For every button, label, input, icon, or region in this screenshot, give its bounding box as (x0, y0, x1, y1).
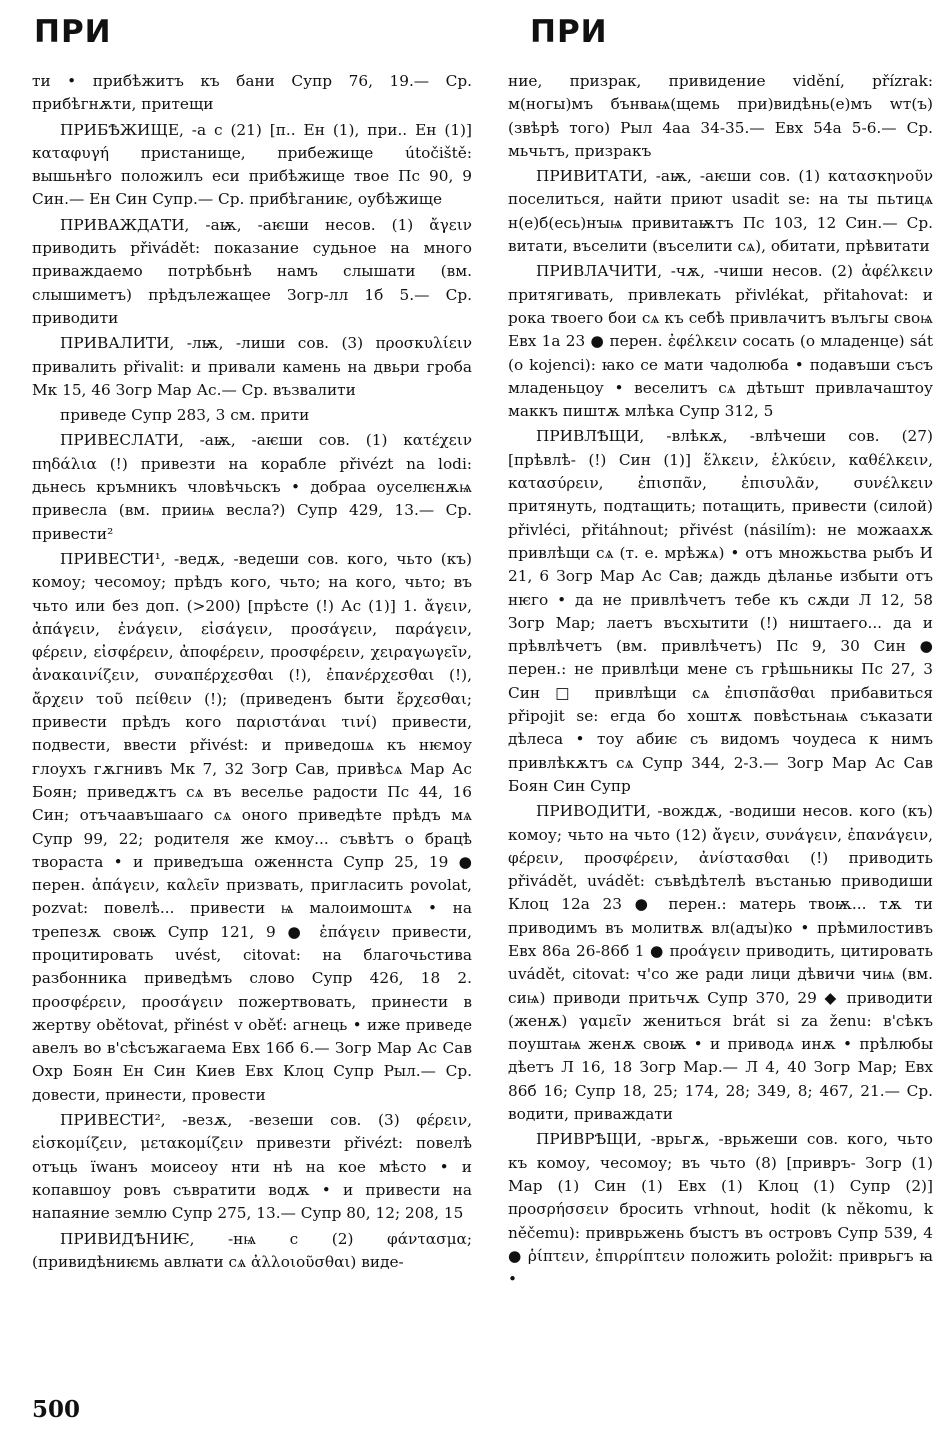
page-header-left: ПРИ (34, 14, 112, 50)
dictionary-entry: ПРИВИТАТИ, -аѭ, -аѥши сов. (1) κατασκηνοῦν поселиться, найти приют usadit se: на ты пьтицѧ н(е)б(есь)нꙑѩ привитаѭтъ Пс 103, 12 Син.— Ср. витати, въселити (въселити сѧ), обитати, прѣвитати (508, 167, 933, 256)
page-header-right: ПРИ (530, 14, 608, 50)
dictionary-entry: ПРИВРѢЩИ, -врьгѫ, -врьжеши сов. кого, чьто къ комоу, чесомоу; въ чьто (8) [привръ- Зогр (1) Мар (1) Син (1) Евх (1) Клоц (1) Супр (2)] προσρήσσειν бросить vrhnout, hodit (k někomu, k něčemu): приврьжень бꙑстъ въ островъ Супр 539, 4 ● ῥίπτειν, ἐπιρρίπτειν положить položit: приврьгъ ꙗ • (508, 1130, 933, 1289)
page-number: 500 (32, 1396, 81, 1423)
left-column (32, 70, 472, 1274)
dictionary-entry: ПРИВЕСЛАТИ, -аѭ, -аѥши сов. (1) κατέχειν πηδάλια (!) привезти на корабле přivézt na lodi: дьнесь кръмникъ чловѣчьскъ • добраа оуселѥнѫѩ привесла (вм. прииѩ весла?) Супр 429, 13.— Ср. привести² (32, 431, 472, 543)
dictionary-entry: ПРИВЛѢЩИ, -влѣкѫ, -влѣчеши сов. (27) [прѣвлѣ- (!) Син (1)] ἕλκειν, ἑλκύειν, καθέλκειν, κατασύρειν, ἐπισπᾶν, ἐπισυλᾶν, συνέλκειν притянуть, подтащить; потащить, привести (силой) přivléci, přitáhnout; přivést (násilím): не можаахѫ привлѣщи сѧ (т. е. мрѣжѧ) • отъ множьства рыбъ И 21, 6 Зогр Мар Ас Сав; даждь дѣланье избыти отъ нѥго • да не привлѣчетъ тебе къ сѫди Л 12, 58 Зогр Мар; лаетъ въсхытити (!) ништаего... да и прѣвлѣчетъ (вм. привлѣчетъ) Пс 9, 30 Син ● перен.: не привлѣци мене съ грѣшьникы Пс 27, 3 Син □ привлѣщи сѧ ἐπισπᾶσθαι прибавиться připojit se: егда бо хоштѫ повѣстьнаѩ съказати дѣлеса • тоу абиѥ съ видомъ чоудеса к нимъ привлѣкѫтъ сѧ Супр 344, 2-3.— Зогр Мар Ас Сав Боян Син Супр (508, 427, 933, 795)
dictionary-entry: ПРИВОДИТИ, -вождѫ, -водиши несов. кого (къ) комоу; чьто на чьто (12) ἄγειν, συνάγειν, ἐπανάγειν, φέρειν, προσφέρειν, ἀνίστασθαι (!) приводить přivádět, uvádět: съвѣдѣтелѣ въстанью приводиши Клоц 12а 23 ● перен.: матерь твоѭ... тѫ ти приводимъ въ молитвѫ вл(адꙑ)ко • прѣмилостивъ Евх 86а 26-86б 1 ● προάγειν приводить, цитировать uvádět, citovat: ч'со же ради лици дѣвичи чиѩ (вм. сиѩ) приводи притьчѫ Супр 370, 29 ◆ приводити (женѫ) γαμεῖν жениться brát si za ženu: в'сѣкъ поуштаѩ женѫ своѭ • и приводѧ инѫ • прѣлюбы дѣетъ Л 16, 18 Зогр Мар.— Л 4, 40 Зогр Мар; Евх 86б 16; Супр 18, 25; 174, 28; 349, 8; 467, 21.— Ср. водити, приваждати (508, 802, 933, 1124)
dictionary-entry: ПРИВАЛИТИ, -лѭ, -лиши сов. (3) προσκυλίειν привалить přivalit: и привали камень на двьри гроба Мк 15, 46 Зогр Мар Ас.— Ср. възвалити (32, 334, 472, 399)
dictionary-entry: ние, призрак, привидение vidění, přízrak: м(ногы)мъ бънваѩ(щемь при)видѣнь(е)мъ wт(ъ) (звѣрѣ того) Рыл 4аа 34-35.— Евх 54а 5-6.— Ср. мьчьтъ, призракъ (508, 72, 933, 160)
dictionary-entry: ПРИБѢЖИЩЕ, -а с (21) [п.. Ен (1), при.. Ен (1)] καταφυγή пристанище, прибежище útočiště: вышьнѣго положилъ еси прибѣжище твое Пс 90, 9 Син.— Ен Син Супр.— Ср. прибѣганиѥ, оубѣжище (32, 120, 472, 209)
dictionary-entry: ПРИВИДѢНИѤ, -нѩ с (2) φάντασμα; (привидѣниѥмь авлꙗти сѧ ἀλλοιοῦσθαι) виде- (32, 1229, 472, 1271)
dictionary-entry: приведе Супр 283, 3 см. прити (60, 406, 310, 425)
dictionary-entry: ПРИВЛАЧИТИ, -чѫ, -чиши несов. (2) ἀφέλκειν притягивать, привлекать přivlékat, přitahovat: и рока твоего бои сѧ къ себѣ привлачитъ вълъгы своѩ Евх 1а 23 ● перен. ἐφέλκειν сосать (о младенце) sát (o kojenci): ꙗко се мати чадолюба • подавъши съсъ младеньцоу • веселитъ сѧ дѣтьшт привлачаштоу маккъ пиштѫ млѣка Супр 312, 5 (508, 262, 933, 421)
dictionary-entry: ти • прибѣжитъ къ бани Супр 76, 19.— Ср. прибѣгнѫти, притещи (32, 72, 472, 114)
right-column (508, 70, 933, 1291)
dictionary-entry: ПРИВЕСТИ², -везѫ, -везеши сов. (3) φέρειν, εἰσκομίζειν, μετακομίζειν привезти přivézt: повелѣ отъць їwанъ моисеоу нти нѣ на кое мѣсто • и копавшоу ровъ съвратити водѫ • и привести на напаяние землю Супр 275, 13.— Супр 80, 12; 208, 15 (32, 1111, 472, 1223)
dictionary-entry: ПРИВЕСТИ¹, -ведѫ, -ведеши сов. кого, чьто (къ) комоу; чесомоу; прѣдъ кого, чьто; на кого, чьто; въ чьто или без доп. (>200) [прѣсте (!) Ас (1)] 1. ἄγειν, ἀπάγειν, ἐνάγειν, εἰσάγειν, προσάγειν, παράγειν, φέρειν, εἰσφέρειν, ἀποφέρειν, προσφέρειν, χειραγωγεῖν, ἀνακαινίζειν, συναπέρχεσθαι (!), ἐπανέρχεσθαι (!), ἄρχειν τοῦ πείθειν (!); (приведенъ быти ἔρχεσθαι; привести прѣдъ кого παριστάναι τινί) привести, подвести, ввести přivést: и приведошѧ къ нѥмоу глоухъ гѫгнивъ Мк 7, 32 Зогр Сав, привѣсѧ Мар Ас Боян; приведѫтъ сѧ въ веселье радости Пс 44, 16 Син; отъчаавъшааго сѧ оного приведѣте прѣдъ мѧ Супр 99, 22; родителя же кмоу... съвѣтъ о брацѣ твораста • и приведъша оженнста Супр 25, 19 ● перен. ἀπάγειν, καλεῖν призвать, пригласить povolat, pozvat: повелѣ... привести ѩ малоимоштѧ • на трепезѫ своѭ Супр 121, 9 ● ἐπάγειν привести, процитировать uvést, citovat: на благочьстива разбонника приведѣмъ слово Супр 426, 18 2. προσφέρειν, προσάγειν пожертвовать, принести в жертву obětovat, přinést v oběť: агнець • иже приведе авелъ во в'сѣсъжагаема Евх 16б 6.— Зогр Мар Ас Сав Охр Боян Ен Син Киев Евх Клоц Супр Рыл.— Ср. довести, принести, провести (32, 549, 472, 1104)
dictionary-entry: ПРИВАЖДАТИ, -аѭ, -аѥши несов. (1) ἄγειν приводить přivádět: показание судьное на многo приваждаемо потрѣбьнѣ намъ слышати (вм. слышиметъ) прѣдълежащее Зогр-лл 1б 5.— Ср. приводити (32, 215, 472, 327)
